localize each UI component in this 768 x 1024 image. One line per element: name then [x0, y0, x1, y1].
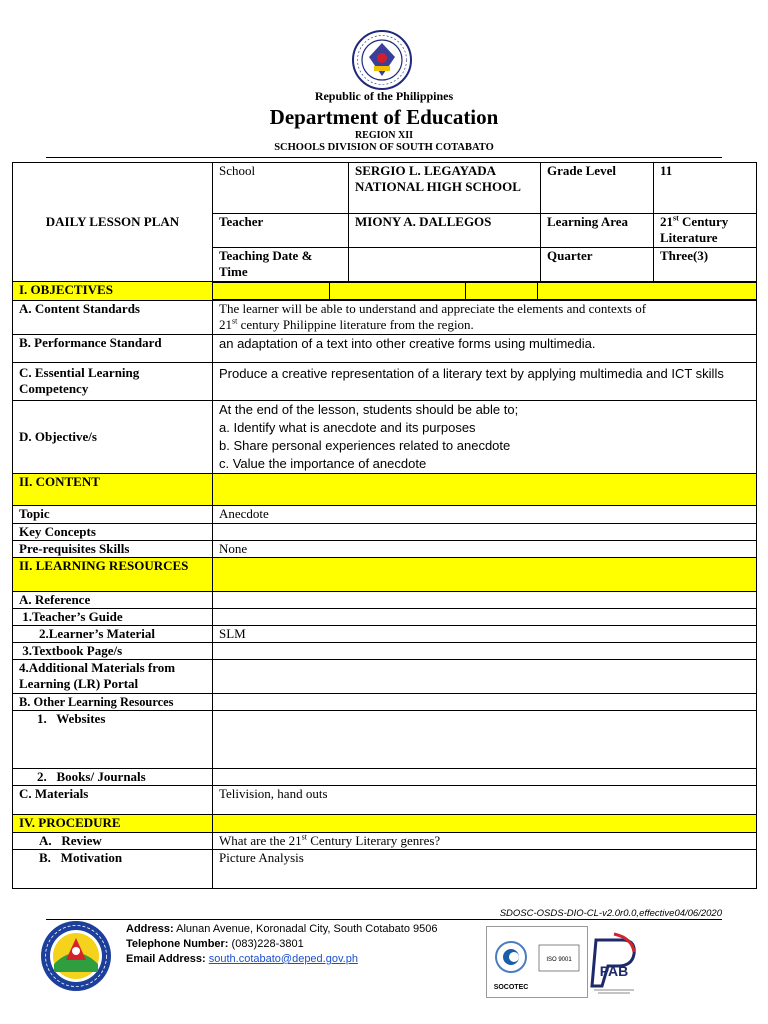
teaching-date-label: Teaching Date & Time — [213, 248, 349, 282]
deped-seal-logo — [352, 30, 412, 90]
table-row — [13, 363, 757, 401]
email-label: Email Address: — [126, 953, 206, 965]
table-row — [13, 282, 757, 301]
materials-value: Telivision, hand outs — [213, 786, 757, 815]
content-standards-number: 21 — [219, 317, 232, 332]
prerequisites-label: Pre-requisites Skills — [13, 541, 213, 558]
division-logo — [40, 920, 112, 992]
table-row — [13, 786, 757, 815]
additional-materials-label: 4.Additional Materials from Learning (LR) Portal — [13, 660, 213, 694]
table-row — [13, 401, 757, 474]
topic-label: Topic — [13, 506, 213, 524]
key-concepts-value — [213, 524, 757, 541]
learning-resources-heading: II. LEARNING RESOURCES — [13, 558, 213, 592]
pab-label: PAB — [599, 963, 629, 979]
websites-label: 1. Websites — [13, 711, 213, 769]
socotec-iso-certification-logo — [486, 926, 588, 998]
table-row — [13, 643, 757, 660]
other-resources-value — [213, 694, 757, 711]
division-heading: SCHOOLS DIVISION OF SOUTH COTABATO — [274, 142, 494, 153]
document-reference-code: SDOSC-OSDS-DIO-CL-v2.0r0.0,effective04/06/2020 — [499, 908, 722, 919]
learning-area-value-number: 21 — [660, 214, 673, 229]
table-row — [13, 850, 757, 889]
table-row — [13, 541, 757, 558]
learning-area-label: Learning Area — [541, 214, 654, 248]
table-row — [13, 474, 757, 506]
contact-info — [126, 922, 437, 967]
grade-level-value: 11 — [654, 163, 757, 214]
email-link[interactable]: south.cotabato@deped.gov.ph — [208, 953, 358, 965]
websites-value — [213, 711, 757, 769]
school-value: SERGIO L. LEGAYADA NATIONAL HIGH SCHOOL — [349, 163, 541, 214]
quarter-label: Quarter — [541, 248, 654, 282]
textbook-value — [213, 643, 757, 660]
review-value — [213, 833, 757, 850]
table-row — [13, 815, 757, 833]
header-divider — [46, 157, 722, 158]
key-concepts-label: Key Concepts — [13, 524, 213, 541]
review-label: A. Review — [13, 833, 213, 850]
learners-material-label: 2.Learner’s Material — [13, 626, 213, 643]
phone-value: (083)228-3801 — [228, 938, 304, 950]
iso-label: ISO 9001 — [546, 957, 572, 963]
teachers-guide-label: 1.Teacher’s Guide — [13, 609, 213, 626]
subcell — [465, 283, 537, 300]
table-row — [13, 711, 757, 769]
reference-value — [213, 592, 757, 609]
competency-label: C. Essential Learning Competency — [13, 363, 213, 401]
daily-lesson-plan-title: DAILY LESSON PLAN — [13, 163, 213, 282]
quarter-value: Three(3) — [654, 248, 757, 282]
list-item: c. Value the importance of anecdote — [219, 456, 427, 471]
socotec-label: SOCOTEC — [493, 984, 529, 991]
table-row — [13, 694, 757, 711]
content-heading-blank — [213, 474, 757, 506]
review-value-sup: st — [301, 832, 307, 842]
objectives-label: D. Objective/s — [13, 401, 213, 474]
content-standards-label: A. Content Standards — [13, 301, 213, 335]
topic-value: Anecdote — [213, 506, 757, 524]
teaching-date-value — [349, 248, 541, 282]
table-row — [13, 335, 757, 363]
list-item: At the end of the lesson, students should be able to; — [219, 402, 519, 417]
content-standards-sup: st — [232, 316, 238, 326]
subcell — [329, 283, 465, 300]
motivation-value: Picture Analysis — [213, 850, 757, 889]
content-heading: II. CONTENT — [13, 474, 213, 506]
department-heading: Department of Education — [269, 105, 499, 129]
objectives-heading-subcells — [213, 282, 757, 300]
competency-value: Produce a creative representation of a literary text by applying multimedia and ICT skills — [213, 363, 757, 401]
subcell — [213, 283, 329, 300]
procedure-heading-blank — [213, 815, 757, 833]
table-row — [13, 769, 757, 786]
address-label: Address: — [126, 923, 174, 935]
teachers-guide-value — [213, 609, 757, 626]
address-line — [126, 922, 437, 937]
table-row — [13, 524, 757, 541]
table-row — [13, 163, 757, 214]
books-value — [213, 769, 757, 786]
table-row — [13, 626, 757, 643]
teacher-value: MIONY A. DALLEGOS — [349, 214, 541, 248]
review-value-text-end: Century Literary genres? — [307, 833, 441, 848]
footer-divider — [46, 919, 722, 920]
table-row — [13, 609, 757, 626]
books-label: 2. Books/ Journals — [13, 769, 213, 786]
performance-standard-label: B. Performance Standard — [13, 335, 213, 363]
region-heading: REGION XII — [354, 130, 414, 141]
pab-accreditation-logo — [588, 932, 640, 996]
content-standards-line-1: The learner will be able to understand and appreciate the elements and contexts of — [219, 301, 647, 316]
learners-material-value: SLM — [213, 626, 757, 643]
materials-label: C. Materials — [13, 786, 213, 815]
lesson-plan-table — [12, 162, 757, 889]
content-standards-value — [213, 301, 757, 335]
grade-level-label: Grade Level — [541, 163, 654, 214]
subcell — [537, 283, 757, 300]
republic-heading: Republic of the Philippines — [314, 89, 454, 103]
teacher-label: Teacher — [213, 214, 349, 248]
content-standards-text: century Philippine literature from the region. — [237, 317, 474, 332]
additional-materials-value — [213, 660, 757, 694]
reference-label: A. Reference — [13, 592, 213, 609]
learning-area-value — [654, 214, 757, 248]
procedure-heading: IV. PROCEDURE — [13, 815, 213, 833]
other-resources-label: B. Other Learning Resources — [13, 694, 213, 711]
content-standards-line-2 — [219, 317, 750, 333]
learning-area-value-text: Century Literature — [660, 214, 729, 245]
review-value-text: What are the 21 — [219, 833, 302, 848]
prerequisites-value: None — [213, 541, 757, 558]
address-value: Alunan Avenue, Koronadal City, South Cotabato 9506 — [173, 923, 438, 935]
performance-standard-value: an adaptation of a text into other creative forms using multimedia. — [213, 335, 757, 363]
learning-resources-heading-blank — [213, 558, 757, 592]
list-item: b. Share personal experiences related to anecdote — [219, 438, 511, 453]
motivation-label: B. Motivation — [13, 850, 213, 889]
objectives-heading: I. OBJECTIVES — [13, 282, 213, 301]
table-row — [13, 592, 757, 609]
table-row — [13, 558, 757, 592]
table-row — [13, 301, 757, 335]
objectives-value — [213, 401, 757, 474]
phone-label: Telephone Number: — [126, 938, 229, 950]
list-item: a. Identify what is anecdote and its purposes — [219, 420, 476, 435]
table-row — [13, 660, 757, 694]
table-row — [13, 506, 757, 524]
school-label: School — [213, 163, 349, 214]
learning-area-value-sup: st — [673, 213, 679, 223]
textbook-label: 3.Textbook Page/s — [13, 643, 213, 660]
table-row — [13, 833, 757, 850]
email-line — [126, 952, 437, 967]
phone-line — [126, 937, 437, 952]
objectives-heading-cells — [213, 282, 757, 301]
